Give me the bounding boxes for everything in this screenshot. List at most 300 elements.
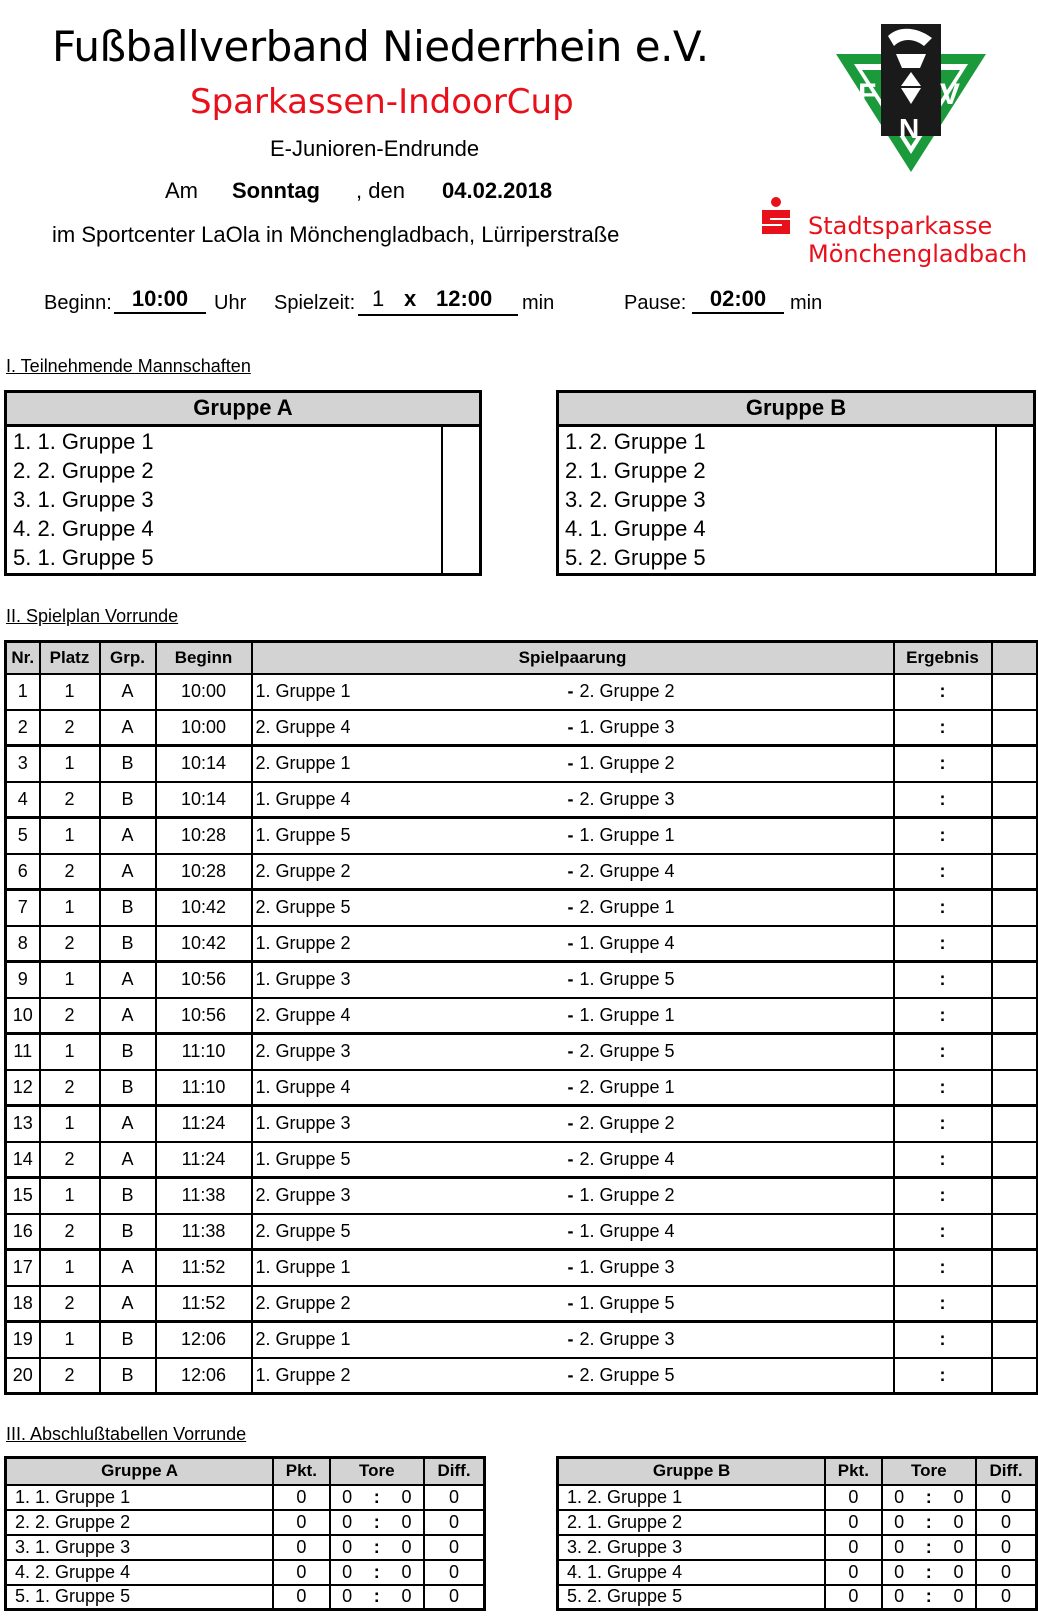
match-nr: 2 bbox=[6, 710, 40, 746]
match-time: 10:14 bbox=[156, 782, 252, 818]
beginn-value: 10:00 bbox=[131, 286, 189, 311]
match-time: 11:38 bbox=[156, 1178, 252, 1214]
result-field[interactable]: : bbox=[894, 746, 992, 782]
result-field[interactable]: : bbox=[894, 1142, 992, 1178]
table-row bbox=[558, 1510, 1037, 1535]
blank-cell bbox=[992, 1214, 1038, 1250]
list-item: 4. 1. Gruppe 4 bbox=[565, 516, 706, 541]
match-platz: 2 bbox=[40, 998, 100, 1034]
section-heading-schedule: II. Spielplan Vorrunde bbox=[6, 606, 179, 626]
blank-cell bbox=[992, 890, 1038, 926]
match-group: A bbox=[100, 1142, 156, 1178]
match-platz: 1 bbox=[40, 818, 100, 854]
result-field[interactable]: : bbox=[894, 998, 992, 1034]
section-heading-standings: III. Abschlußtabellen Vorrunde bbox=[6, 1424, 247, 1444]
pairing-dash: - bbox=[567, 969, 574, 990]
standings-diff: 0 bbox=[424, 1535, 484, 1560]
away-team: 1. Gruppe 5 bbox=[579, 1292, 675, 1313]
blank-cell bbox=[992, 674, 1038, 710]
home-team: 2. Gruppe 1 bbox=[252, 1322, 562, 1358]
pairing-dash: - bbox=[567, 1364, 574, 1385]
goals-against: 0 bbox=[390, 1585, 424, 1610]
match-group: A bbox=[100, 1286, 156, 1322]
standings-table-a bbox=[4, 1456, 486, 1611]
home-team: 2. Gruppe 2 bbox=[252, 1286, 562, 1322]
list-item: 2. 1. Gruppe 2 bbox=[565, 458, 706, 483]
match-nr: 9 bbox=[6, 962, 40, 998]
standings-team: 2. 1. Gruppe 2 bbox=[558, 1510, 826, 1535]
standings-diff: 0 bbox=[976, 1485, 1036, 1510]
col-beginn: Beginn bbox=[156, 642, 252, 674]
standings-points: 0 bbox=[273, 1485, 329, 1510]
result-field[interactable]: : bbox=[894, 710, 992, 746]
pairing-dash: - bbox=[567, 860, 574, 881]
table-row bbox=[558, 1585, 1037, 1610]
pairing-dash: - bbox=[567, 1185, 574, 1206]
goals-colon: : bbox=[916, 1485, 942, 1510]
away-team: 2. Gruppe 5 bbox=[579, 1041, 675, 1062]
goals-colon: : bbox=[364, 1510, 390, 1535]
standings-team: 4. 2. Gruppe 4 bbox=[6, 1560, 274, 1585]
blank-cell bbox=[992, 710, 1038, 746]
goals-colon: : bbox=[916, 1585, 942, 1610]
match-nr: 20 bbox=[6, 1358, 40, 1394]
away-team: 2. Gruppe 4 bbox=[579, 860, 675, 881]
result-field[interactable]: : bbox=[894, 1286, 992, 1322]
list-item: 5. 2. Gruppe 5 bbox=[565, 545, 706, 570]
list-item: 4. 2. Gruppe 4 bbox=[13, 516, 154, 541]
match-platz: 1 bbox=[40, 1106, 100, 1142]
standings-points: 0 bbox=[825, 1535, 881, 1560]
pause-value: 02:00 bbox=[709, 286, 767, 311]
standings-points: 0 bbox=[825, 1585, 881, 1610]
away-team: 2. Gruppe 2 bbox=[579, 1113, 675, 1134]
away-team-cell bbox=[562, 854, 894, 890]
table-row bbox=[6, 818, 1038, 854]
goals-against: 0 bbox=[942, 1485, 976, 1510]
pairing-dash: - bbox=[567, 1113, 574, 1134]
table-row bbox=[6, 782, 1038, 818]
standings-diff: 0 bbox=[976, 1535, 1036, 1560]
home-team: 1. Gruppe 3 bbox=[252, 962, 562, 998]
away-team-cell bbox=[562, 1358, 894, 1394]
home-team: 1. Gruppe 5 bbox=[252, 818, 562, 854]
match-nr: 3 bbox=[6, 746, 40, 782]
match-group: B bbox=[100, 1322, 156, 1358]
standings-points: 0 bbox=[273, 1510, 329, 1535]
match-time: 10:00 bbox=[156, 674, 252, 710]
goals-for: 0 bbox=[882, 1535, 916, 1560]
goals-for: 0 bbox=[882, 1510, 916, 1535]
table-row bbox=[6, 1560, 485, 1585]
away-team-cell bbox=[562, 674, 894, 710]
match-time: 10:00 bbox=[156, 710, 252, 746]
table-row bbox=[6, 674, 1038, 710]
list-item: 1. 1. Gruppe 1 bbox=[13, 429, 154, 454]
match-platz: 1 bbox=[40, 746, 100, 782]
table-header-row bbox=[6, 1458, 485, 1485]
home-team: 2. Gruppe 4 bbox=[252, 710, 562, 746]
away-team: 2. Gruppe 4 bbox=[579, 1148, 675, 1169]
goals-colon: : bbox=[916, 1510, 942, 1535]
table-row bbox=[6, 1535, 485, 1560]
match-time: 10:42 bbox=[156, 926, 252, 962]
standings-diff: 0 bbox=[424, 1560, 484, 1585]
group-b-side-column bbox=[995, 427, 1033, 573]
match-platz: 1 bbox=[40, 962, 100, 998]
goals-for: 0 bbox=[882, 1560, 916, 1585]
home-team: 2. Gruppe 2 bbox=[252, 854, 562, 890]
away-team: 1. Gruppe 3 bbox=[579, 716, 675, 737]
blank-cell bbox=[992, 1286, 1038, 1322]
col-ergebnis: Ergebnis bbox=[894, 642, 992, 674]
schedule-table bbox=[4, 640, 1038, 1395]
sponsor-line1: Stadtsparkasse bbox=[808, 212, 993, 240]
match-platz: 2 bbox=[40, 854, 100, 890]
away-team: 2. Gruppe 3 bbox=[579, 1329, 675, 1350]
col-nr: Nr. bbox=[6, 642, 40, 674]
weekday: Sonntag bbox=[232, 178, 320, 203]
col-pkt: Pkt. bbox=[825, 1458, 881, 1485]
result-field[interactable]: : bbox=[894, 1358, 992, 1394]
result-field[interactable]: : bbox=[894, 1214, 992, 1250]
match-nr: 8 bbox=[6, 926, 40, 962]
goals-against: 0 bbox=[390, 1485, 424, 1510]
round-name: E-Junioren-Endrunde bbox=[270, 136, 480, 161]
result-field[interactable]: : bbox=[894, 1034, 992, 1070]
goals-against: 0 bbox=[942, 1560, 976, 1585]
away-team: 1. Gruppe 1 bbox=[579, 1004, 675, 1025]
match-nr: 6 bbox=[6, 854, 40, 890]
goals-for: 0 bbox=[330, 1485, 364, 1510]
match-platz: 2 bbox=[40, 782, 100, 818]
spielzeit-value: 12:00 bbox=[436, 286, 493, 311]
pairing-dash: - bbox=[567, 681, 574, 701]
match-platz: 2 bbox=[40, 1286, 100, 1322]
result-field[interactable]: : bbox=[894, 1250, 992, 1286]
pause-unit: min bbox=[790, 292, 823, 314]
col-blank bbox=[992, 642, 1038, 674]
match-group: A bbox=[100, 962, 156, 998]
goals-against: 0 bbox=[942, 1535, 976, 1560]
standings-table-b bbox=[556, 1456, 1038, 1611]
blank-cell bbox=[992, 1250, 1038, 1286]
result-field[interactable]: : bbox=[894, 1178, 992, 1214]
match-nr: 11 bbox=[6, 1034, 40, 1070]
away-team-cell bbox=[562, 818, 894, 854]
col-diff: Diff. bbox=[424, 1458, 484, 1485]
match-group: A bbox=[100, 710, 156, 746]
home-team: 2. Gruppe 5 bbox=[252, 1214, 562, 1250]
away-team: 1. Gruppe 2 bbox=[579, 1185, 675, 1206]
match-group: B bbox=[100, 1070, 156, 1106]
match-time: 11:24 bbox=[156, 1106, 252, 1142]
goals-colon: : bbox=[364, 1560, 390, 1585]
goals-for: 0 bbox=[330, 1560, 364, 1585]
standings-team: 2. 2. Gruppe 2 bbox=[6, 1510, 274, 1535]
away-team-cell bbox=[562, 1070, 894, 1106]
table-row bbox=[6, 926, 1038, 962]
standings-points: 0 bbox=[825, 1485, 881, 1510]
match-nr: 17 bbox=[6, 1250, 40, 1286]
match-group: B bbox=[100, 746, 156, 782]
goals-against: 0 bbox=[390, 1560, 424, 1585]
away-team: 1. Gruppe 1 bbox=[579, 825, 675, 846]
match-nr: 14 bbox=[6, 1142, 40, 1178]
result-field[interactable]: : bbox=[894, 962, 992, 998]
match-platz: 1 bbox=[40, 1250, 100, 1286]
match-platz: 2 bbox=[40, 710, 100, 746]
pairing-dash: - bbox=[567, 1148, 574, 1169]
home-team: 1. Gruppe 3 bbox=[252, 1106, 562, 1142]
group-a-list bbox=[4, 390, 482, 576]
match-platz: 1 bbox=[40, 674, 100, 710]
away-team: 2. Gruppe 3 bbox=[579, 788, 675, 809]
table-row bbox=[6, 998, 1038, 1034]
beginn-unit: Uhr bbox=[214, 292, 247, 314]
away-team-cell bbox=[562, 998, 894, 1034]
venue: im Sportcenter LaOla in Mönchengladbach, Lürriperstraße bbox=[52, 222, 620, 247]
pairing-dash: - bbox=[567, 932, 574, 953]
blank-cell bbox=[992, 926, 1038, 962]
match-nr: 18 bbox=[6, 1286, 40, 1322]
standings-team: 4. 1. Gruppe 4 bbox=[558, 1560, 826, 1585]
match-time: 10:28 bbox=[156, 854, 252, 890]
match-group: B bbox=[100, 890, 156, 926]
blank-cell bbox=[992, 1358, 1038, 1394]
goals-colon: : bbox=[916, 1560, 942, 1585]
away-team: 2. Gruppe 2 bbox=[579, 681, 675, 701]
table-row bbox=[6, 1585, 485, 1610]
away-team: 2. Gruppe 1 bbox=[579, 1076, 675, 1097]
table-row bbox=[6, 1250, 1038, 1286]
col-tore: Tore bbox=[882, 1458, 977, 1485]
table-row bbox=[6, 1510, 485, 1535]
list-item: 1. 2. Gruppe 1 bbox=[565, 429, 706, 454]
match-nr: 19 bbox=[6, 1322, 40, 1358]
spielzeit-x: x bbox=[404, 286, 417, 311]
result-field[interactable]: : bbox=[894, 1070, 992, 1106]
home-team: 1. Gruppe 1 bbox=[252, 1250, 562, 1286]
result-field[interactable]: : bbox=[894, 782, 992, 818]
table-row bbox=[6, 962, 1038, 998]
match-group: A bbox=[100, 818, 156, 854]
pairing-dash: - bbox=[567, 1076, 574, 1097]
table-row bbox=[6, 1142, 1038, 1178]
standings-team: 1. 1. Gruppe 1 bbox=[6, 1485, 274, 1510]
table-row bbox=[6, 1214, 1038, 1250]
match-time: 12:06 bbox=[156, 1358, 252, 1394]
away-team: 2. Gruppe 1 bbox=[579, 897, 675, 918]
goals-for: 0 bbox=[330, 1535, 364, 1560]
fvn-letter-f: F bbox=[858, 78, 877, 111]
match-group: B bbox=[100, 926, 156, 962]
match-group: A bbox=[100, 1106, 156, 1142]
match-platz: 1 bbox=[40, 1034, 100, 1070]
away-team-cell bbox=[562, 1286, 894, 1322]
result-field[interactable]: : bbox=[894, 1322, 992, 1358]
goals-colon: : bbox=[364, 1535, 390, 1560]
home-team: 2. Gruppe 5 bbox=[252, 890, 562, 926]
match-group: B bbox=[100, 1034, 156, 1070]
match-nr: 7 bbox=[6, 890, 40, 926]
away-team-cell bbox=[562, 1034, 894, 1070]
blank-cell bbox=[992, 1178, 1038, 1214]
blank-cell bbox=[992, 1106, 1038, 1142]
match-nr: 4 bbox=[6, 782, 40, 818]
blank-cell bbox=[992, 818, 1038, 854]
match-nr: 15 bbox=[6, 1178, 40, 1214]
pairing-dash: - bbox=[567, 716, 574, 737]
standings-title: Gruppe B bbox=[558, 1458, 826, 1485]
home-team: 1. Gruppe 2 bbox=[252, 926, 562, 962]
table-row bbox=[6, 746, 1038, 782]
blank-cell bbox=[992, 962, 1038, 998]
away-team: 1. Gruppe 3 bbox=[579, 1257, 675, 1278]
away-team: 1. Gruppe 4 bbox=[579, 932, 675, 953]
match-platz: 1 bbox=[40, 1178, 100, 1214]
match-time: 11:10 bbox=[156, 1034, 252, 1070]
fvn-letter-v: V bbox=[940, 78, 961, 111]
result-field[interactable]: : bbox=[894, 926, 992, 962]
pairing-dash: - bbox=[567, 897, 574, 918]
match-nr: 13 bbox=[6, 1106, 40, 1142]
home-team: 1. Gruppe 4 bbox=[252, 1070, 562, 1106]
goals-for: 0 bbox=[882, 1485, 916, 1510]
fvn-logo-icon bbox=[836, 24, 986, 176]
away-team-cell bbox=[562, 1142, 894, 1178]
away-team-cell bbox=[562, 782, 894, 818]
goals-against: 0 bbox=[390, 1535, 424, 1560]
section-heading-teams: I. Teilnehmende Mannschaften bbox=[6, 356, 251, 376]
away-team-cell bbox=[562, 1178, 894, 1214]
list-item: 2. 2. Gruppe 2 bbox=[13, 458, 154, 483]
match-nr: 12 bbox=[6, 1070, 40, 1106]
match-platz: 2 bbox=[40, 1070, 100, 1106]
pairing-dash: - bbox=[567, 825, 574, 846]
away-team-cell bbox=[562, 1250, 894, 1286]
group-a-title: Gruppe A bbox=[7, 393, 479, 427]
spielzeit-label: Spielzeit: bbox=[274, 292, 356, 314]
home-team: 2. Gruppe 1 bbox=[252, 746, 562, 782]
match-group: B bbox=[100, 782, 156, 818]
list-item: 3. 1. Gruppe 3 bbox=[13, 487, 154, 512]
match-time: 12:06 bbox=[156, 1322, 252, 1358]
table-row bbox=[6, 1322, 1038, 1358]
away-team: 1. Gruppe 2 bbox=[579, 753, 675, 774]
match-time: 11:10 bbox=[156, 1070, 252, 1106]
match-time: 10:28 bbox=[156, 818, 252, 854]
result-field[interactable]: : bbox=[894, 890, 992, 926]
document-title: Fußballverband Niederrhein e.V. bbox=[52, 22, 709, 71]
sparkasse-logo bbox=[758, 196, 1038, 266]
away-team-cell bbox=[562, 746, 894, 782]
match-time: 10:56 bbox=[156, 962, 252, 998]
table-row bbox=[6, 854, 1038, 890]
match-group: A bbox=[100, 674, 156, 710]
match-platz: 2 bbox=[40, 1214, 100, 1250]
result-field[interactable]: : bbox=[894, 1106, 992, 1142]
match-group: A bbox=[100, 854, 156, 890]
pause-label: Pause: bbox=[624, 292, 687, 314]
match-platz: 2 bbox=[40, 926, 100, 962]
standings-team: 1. 2. Gruppe 1 bbox=[558, 1485, 826, 1510]
home-team: 1. Gruppe 4 bbox=[252, 782, 562, 818]
away-team-cell bbox=[562, 1322, 894, 1358]
goals-against: 0 bbox=[390, 1510, 424, 1535]
away-team-cell bbox=[562, 710, 894, 746]
list-item: 5. 1. Gruppe 5 bbox=[13, 545, 154, 570]
pairing-dash: - bbox=[567, 1220, 574, 1241]
event-date: 04.02.2018 bbox=[442, 178, 553, 203]
match-time: 10:14 bbox=[156, 746, 252, 782]
match-platz: 1 bbox=[40, 890, 100, 926]
goals-for: 0 bbox=[330, 1510, 364, 1535]
standings-diff: 0 bbox=[424, 1510, 484, 1535]
match-platz: 1 bbox=[40, 1322, 100, 1358]
match-group: B bbox=[100, 1178, 156, 1214]
match-time: 10:42 bbox=[156, 890, 252, 926]
standings-diff: 0 bbox=[976, 1560, 1036, 1585]
group-a-side-column bbox=[441, 427, 479, 573]
beginn-label: Beginn: bbox=[44, 292, 112, 314]
match-time: 11:24 bbox=[156, 1142, 252, 1178]
blank-cell bbox=[992, 1034, 1038, 1070]
blank-cell bbox=[992, 782, 1038, 818]
match-group: B bbox=[100, 1358, 156, 1394]
pairing-dash: - bbox=[567, 1257, 574, 1278]
away-team-cell bbox=[562, 1106, 894, 1142]
pairing-dash: - bbox=[567, 1041, 574, 1062]
standings-diff: 0 bbox=[424, 1485, 484, 1510]
match-group: A bbox=[100, 1250, 156, 1286]
match-nr: 1 bbox=[6, 674, 40, 710]
table-row bbox=[6, 890, 1038, 926]
result-field[interactable]: : bbox=[894, 818, 992, 854]
home-team: 1. Gruppe 2 bbox=[252, 1358, 562, 1394]
fvn-letter-n: N bbox=[899, 113, 920, 144]
blank-cell bbox=[992, 998, 1038, 1034]
result-field[interactable]: : bbox=[894, 854, 992, 890]
away-team: 1. Gruppe 4 bbox=[579, 1220, 675, 1241]
home-team: 1. Gruppe 5 bbox=[252, 1142, 562, 1178]
standings-diff: 0 bbox=[424, 1585, 484, 1610]
goals-colon: : bbox=[364, 1485, 390, 1510]
table-row bbox=[6, 1286, 1038, 1322]
away-team: 1. Gruppe 5 bbox=[579, 969, 675, 990]
col-spielpaarung: Spielpaarung bbox=[252, 642, 894, 674]
table-row bbox=[6, 1485, 485, 1510]
table-header-row bbox=[6, 642, 1038, 674]
match-nr: 5 bbox=[6, 818, 40, 854]
goals-colon: : bbox=[364, 1585, 390, 1610]
standings-points: 0 bbox=[825, 1560, 881, 1585]
match-platz: 2 bbox=[40, 1142, 100, 1178]
table-row bbox=[6, 1106, 1038, 1142]
goals-for: 0 bbox=[882, 1585, 916, 1610]
blank-cell bbox=[992, 1322, 1038, 1358]
blank-cell bbox=[992, 746, 1038, 782]
away-team-cell bbox=[562, 962, 894, 998]
result-field[interactable]: : bbox=[894, 674, 992, 710]
away-team-cell bbox=[562, 926, 894, 962]
date-line bbox=[0, 178, 700, 208]
col-grp: Grp. bbox=[100, 642, 156, 674]
standings-points: 0 bbox=[825, 1510, 881, 1535]
match-time: 11:52 bbox=[156, 1286, 252, 1322]
home-team: 2. Gruppe 4 bbox=[252, 998, 562, 1034]
match-time: 11:38 bbox=[156, 1214, 252, 1250]
